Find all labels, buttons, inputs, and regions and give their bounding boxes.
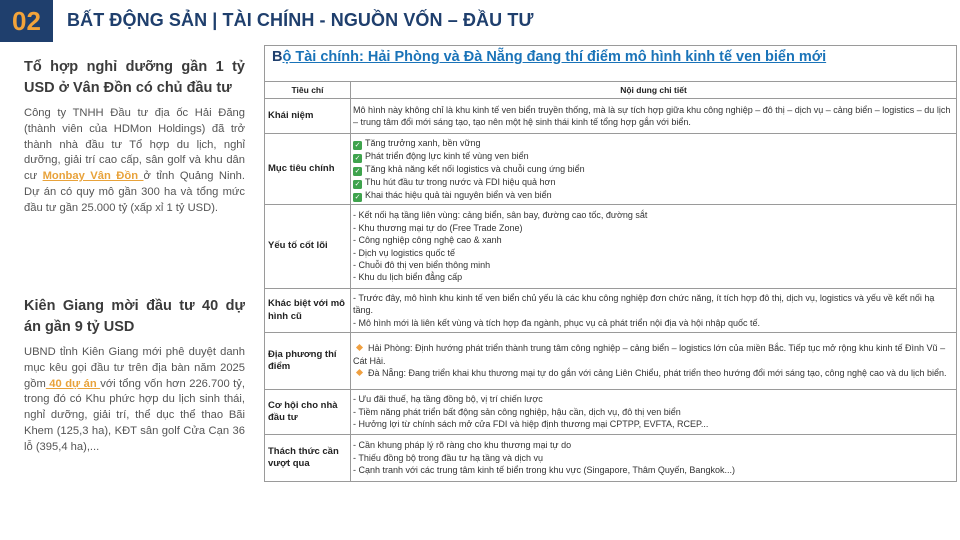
row-label: Khác biệt với mô hình cũ: [265, 289, 351, 333]
content-line: [353, 271, 954, 283]
content-line: [353, 247, 954, 259]
content-text: - Thiếu đồng bộ trong đầu tư hạ tầng và dịch vụ: [353, 452, 543, 463]
article-kiengiang: [24, 296, 245, 456]
check-icon: ✓: [354, 167, 361, 175]
content-line: [353, 222, 954, 234]
table-header-row: [265, 82, 957, 99]
content-text: - Công nghiệp công nghệ cao & xanh: [353, 235, 502, 246]
content-text: - Cần khung pháp lý rõ ràng cho khu thương mại tự do: [353, 440, 572, 451]
article-body: [24, 345, 245, 456]
diamond-bullet-icon: [356, 344, 363, 351]
table-title-link[interactable]: ộ Tài chính: Hải Phòng và Đà Nẵng đang thí điểm mô hình kinh tế ven biển mới: [282, 49, 827, 65]
projects-link[interactable]: 40 dự án: [45, 377, 101, 390]
content-line: [353, 342, 954, 367]
content-text: - Trước đây, mô hình khu kinh tế ven biển chủ yếu là các khu công nghiệp đơn chức năng, ít tích hợp đô thị, dịch vụ, logistics và yếu về kết nối hạ tầng.: [353, 292, 935, 316]
content-line: [353, 393, 954, 405]
content-line: [353, 189, 954, 202]
content-line: [353, 176, 954, 189]
content-line: [353, 137, 954, 150]
content-text: Khai thác hiệu quả tài nguyên biển và ven biển: [365, 189, 552, 200]
table-title-initial: B: [272, 49, 283, 65]
article-text: với tổng vốn hơn 226.700 tỷ, trong đó có Khu phức hợp du lịch sinh thái, nghỉ dưỡng, giải trí, thể dục thể thao Bãi Khem (125,3 ha), KĐT sân golf Cửa Cạn 36 lỗ (395,4 ha),...: [24, 377, 245, 453]
content-line: [353, 439, 954, 451]
content-text: - Khu thương mại tự do (Free Trade Zone): [353, 222, 523, 233]
row-content: [351, 333, 957, 390]
table-row: [265, 390, 957, 435]
article-text: Công ty TNHH Đầu tư địa ốc Hải Đăng (thành viên của HDMon Holdings) đã trở thành nhà đầu tư Tổ hợp du lịch, nghỉ dưỡng, giải trí cao cấp, sân golf và khu dân cư: [24, 107, 245, 183]
info-table: [264, 45, 957, 482]
content-text: - Mô hình mới là liên kết vùng và tích hợp đa ngành, phục vụ cả phát triển nội địa và hội nhập quốc tế.: [353, 317, 761, 328]
article-text: UBND tỉnh Kiên Giang mới phê duyệt danh mục kêu gọi đầu tư trên địa bàn năm 2025 gồm: [24, 346, 245, 390]
content-text: Mô hình này không chỉ là khu kinh tế ven biển truyền thống, mà là sự tích hợp giữa khu công nghiệp – đô thị – dịch vụ – cảng biển – logistics – du lịch – trung tâm đổi mới sáng tạo, tạo nên một hệ sinh thái kinh tế tổng hợp gắn với biển.: [353, 104, 951, 127]
row-label: Mục tiêu chính: [265, 134, 351, 205]
content-text: - Khu du lịch biển đẳng cấp: [353, 272, 463, 283]
header-criteria: Tiêu chí: [265, 82, 351, 99]
table-row: [265, 435, 957, 482]
row-content: [351, 99, 957, 134]
article-vandon: [24, 57, 245, 217]
table-title: [264, 45, 957, 81]
article-heading: Kiên Giang mời đầu tư 40 dự án gần 9 tỷ USD: [24, 298, 245, 335]
content-text: Hải Phòng: Định hướng phát triển thành trung tâm công nghiệp – cảng biển – logistics lớn của miền Bắc. Tiếp tục mở rộng khu kinh tế Đình Vũ – Cát Hải.: [353, 343, 946, 366]
content-text: - Dịch vụ logistics quốc tế: [353, 247, 456, 258]
row-label: Địa phương thí điểm: [265, 333, 351, 390]
content-line: [353, 163, 954, 176]
row-label: Thách thức cần vượt qua: [265, 435, 351, 482]
table-row: [265, 134, 957, 205]
content-line: [353, 367, 954, 379]
content-line: [353, 234, 954, 246]
section-number-badge: 02: [0, 0, 53, 42]
content-line: [353, 104, 954, 129]
check-icon: ✓: [354, 154, 361, 162]
content-line: [353, 406, 954, 418]
row-content: [351, 205, 957, 289]
monbay-link[interactable]: Monbay Vân Đồn: [42, 170, 144, 183]
article-heading: Tổ hợp nghỉ dưỡng gần 1 tỷ USD ở Vân Đồn có chủ đầu tư: [24, 59, 245, 96]
check-icon: ✓: [354, 141, 361, 149]
article-body: [24, 106, 245, 217]
content-line: [353, 452, 954, 464]
content-text: - Hưởng lợi từ chính sách mở cửa FDI và hiệp định thương mại CPTPP, EVFTA, RCEP...: [353, 419, 709, 430]
content-text: - Tiềm năng phát triển bất động sản công nghiệp, hậu cần, dịch vụ, đô thị ven biển: [353, 406, 681, 417]
table-row: [265, 333, 957, 390]
content-text: Thu hút đầu tư trong nước và FDI hiệu quả hơn: [365, 176, 556, 187]
table-row: [265, 99, 957, 134]
content-line: [353, 292, 954, 317]
check-icon: ✓: [354, 180, 361, 188]
criteria-table: [264, 81, 957, 482]
table-row: [265, 289, 957, 333]
row-content: [351, 390, 957, 435]
content-line: [353, 150, 954, 163]
content-text: - Cạnh tranh với các trung tâm kinh tế biển trong khu vực (Singapore, Thâm Quyến, Bangkok...): [353, 465, 735, 476]
content-line: [353, 418, 954, 430]
check-icon: ✓: [354, 193, 361, 201]
content-line: [353, 259, 954, 271]
content-text: Tăng trưởng xanh, bền vững: [365, 137, 481, 148]
content-line: [353, 209, 954, 221]
slide-header: [0, 0, 960, 42]
row-content: [351, 289, 957, 333]
row-label: Yếu tố cốt lõi: [265, 205, 351, 289]
row-label: Khái niệm: [265, 99, 351, 134]
content-text: - Kết nối hạ tầng liên vùng: cảng biển, sân bay, đường cao tốc, đường sắt: [353, 210, 648, 221]
content-line: [353, 464, 954, 476]
row-content: [351, 435, 957, 482]
content-text: Phát triển động lực kinh tế vùng ven biển: [365, 150, 529, 161]
section-title: BẤT ĐỘNG SẢN | TÀI CHÍNH - NGUỒN VỐN – ĐẦU TƯ: [67, 10, 534, 30]
content-text: Đà Nẵng: Đang triển khai khu thương mại tự do gắn với cảng Liên Chiểu, phát triển theo hướng đổi mới sáng tạo, công nghệ cao và du lịch biển.: [368, 368, 947, 379]
content-line: [353, 317, 954, 329]
row-content: [351, 134, 957, 205]
content-text: Tăng khả năng kết nối logistics và chuỗi cung ứng biển: [365, 163, 585, 174]
row-label: Cơ hội cho nhà đầu tư: [265, 390, 351, 435]
article-text: ở tỉnh Quảng Ninh. Dự án có quy mô gần 300 ha và tổng mức đầu tư gần 25.000 tỷ (xấp xỉ 1 tỷ USD).: [24, 170, 246, 214]
content-text: - Ưu đãi thuế, hạ tầng đồng bộ, vị trí chiến lược: [353, 394, 543, 405]
diamond-bullet-icon: [356, 369, 363, 376]
content-text: - Chuỗi đô thị ven biển thông minh: [353, 259, 491, 270]
header-details: Nội dung chi tiết: [351, 82, 957, 99]
table-row: [265, 205, 957, 289]
